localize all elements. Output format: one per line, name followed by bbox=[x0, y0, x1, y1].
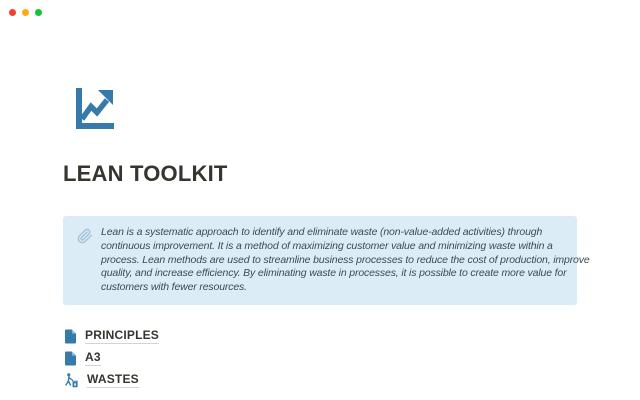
minimize-button[interactable] bbox=[22, 9, 29, 16]
link-principles[interactable] bbox=[64, 329, 159, 344]
link-label: PRINCIPLES bbox=[85, 328, 160, 342]
callout-line: process. Lean methods are used to streamline business processes to reduce the cost of production, improve bbox=[101, 253, 590, 266]
callout-line: quality, and increase efficiency. By eliminating waste in processes, it is possible to create more value for bbox=[101, 267, 567, 280]
link-label: WASTES bbox=[87, 372, 139, 386]
maximize-button[interactable] bbox=[35, 9, 42, 16]
close-button[interactable] bbox=[9, 9, 16, 16]
callout-line: Lean is a systematic approach to identify and eliminate waste (non-value-added activities) through bbox=[101, 226, 543, 238]
litter-disposal-icon bbox=[64, 373, 79, 388]
callout-line: continuous improvement. It is a method of maximizing customer value and minimizing waste within a bbox=[101, 239, 553, 252]
chart-increasing-icon[interactable] bbox=[72, 85, 116, 132]
page-links bbox=[64, 329, 159, 395]
callout-text bbox=[101, 226, 590, 295]
paperclip-icon bbox=[77, 228, 93, 244]
page-icon bbox=[64, 351, 77, 366]
window-controls bbox=[9, 9, 42, 16]
callout-block bbox=[63, 216, 590, 305]
link-label: A3 bbox=[85, 350, 101, 364]
page-icon bbox=[64, 329, 77, 344]
link-a3[interactable] bbox=[64, 351, 159, 366]
page-title: LEAN TOOLKIT bbox=[63, 161, 228, 186]
callout-line: customers with fewer resources. bbox=[101, 281, 247, 294]
link-wastes[interactable] bbox=[64, 373, 159, 388]
